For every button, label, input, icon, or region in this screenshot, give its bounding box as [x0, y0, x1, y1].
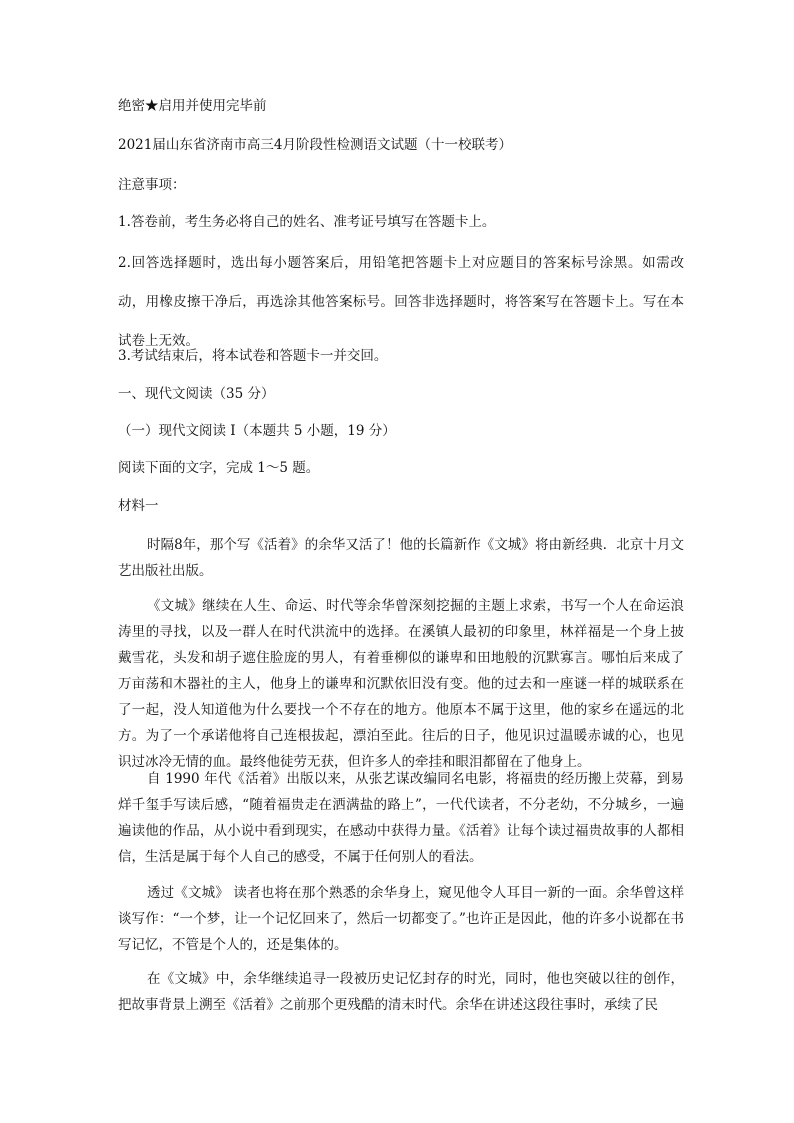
- section-title: 一、现代文阅读（35 分）: [118, 386, 275, 402]
- reading-instruction: 阅读下面的文字，完成 1～5 题。: [118, 460, 320, 476]
- material-label: 材料一: [118, 498, 159, 514]
- paragraph-1: 时隔8年，那个写《活着》的余华又活了！他的长篇新作《文城》将由新经典．北京十月文艺出版社出版。: [118, 537, 684, 579]
- notice-item-1: 1.答卷前，考生务必将自己的姓名、准考证号填写在答题卡上。: [118, 214, 496, 230]
- paragraph-4: 透过《文城》 读者也将在那个熟悉的余华身上，窥见他令人耳目一新的一面。余华曾这样谈写作：“一个梦，让一个记忆回来了，然后一切都变了。”也许正是因此，他的许多小说都在书写记忆，不管是个人的，还是集体的。: [118, 885, 684, 953]
- paragraph-3: 自 1990 年代《活着》出版以来，从张艺谋改编同名电影，将福贵的经历搬上荧幕，到易烊千玺手写读后感，“随着福贵走在洒满盐的路上”，一代代读者，不分老幼，不分城乡，一遍遍读他的作品，从小说中看到现实，在感动中获得力量。《活着》让每个读过福贵故事的人都相信，生活是属于每个人自己的感受，不属于任何别人的看法。: [118, 771, 684, 865]
- exam-title: 2021届山东省济南市高三4月阶段性检测语文试题（十一校联考）: [118, 137, 512, 153]
- section-subtitle: （一）现代文阅读 I（本题共 5 小题，19 分）: [118, 423, 396, 439]
- secret-label: 绝密★启用并使用完毕前: [118, 98, 267, 114]
- paragraph-2: 《文城》继续在人生、命运、时代等余华曾深刻挖掘的主题上求索，书写一个人在命运浪涛里的寻找，以及一群人在时代洪流中的选择。在溪镇人最初的印象里，林祥福是一个身上披戴雪花，头发和胡子遮住脸庞的男人，有着垂柳似的谦卑和田地般的沉默寡言。哪怕后来成了万亩荡和木器社的主人，他身上的谦卑和沉默依旧没有变。他的过去和一座谜一样的城联系在了一起，没人知道他为什么要找一个不存在的地方。他原本不属于这里，他的家乡在遥远的北方。为了一个承诺他将自己连根拔起，漂泊至此。往后的日子，他见识过温暖赤诚的心，也见识过冰冷无情的血。最终他徒劳无获，但许多人的牵挂和眼泪都留在了他身上。: [118, 598, 684, 770]
- notice-heading: 注意事项：: [118, 177, 186, 193]
- notice-item-3: 3.考试结束后，将本试卷和答题卡一并交回。: [118, 348, 388, 364]
- notice-item-2: 2.回答选择题时，选出每小题答案后，用铅笔把答题卡上对应题目的答案标号涂黑。如需改动，用橡皮擦干净后，再选涂其他答案标号。回答非选择题时，将答案写在答题卡上。写在本试卷上无效。: [118, 255, 684, 349]
- paragraph-5: 在《文城》中，余华继续追寻一段被历史记忆封存的时光，同时，他也突破以往的创作，把故事背景上溯至《活着》之前那个更残酷的清末时代。余华在讲述这段往事时，承续了民: [118, 971, 684, 1013]
